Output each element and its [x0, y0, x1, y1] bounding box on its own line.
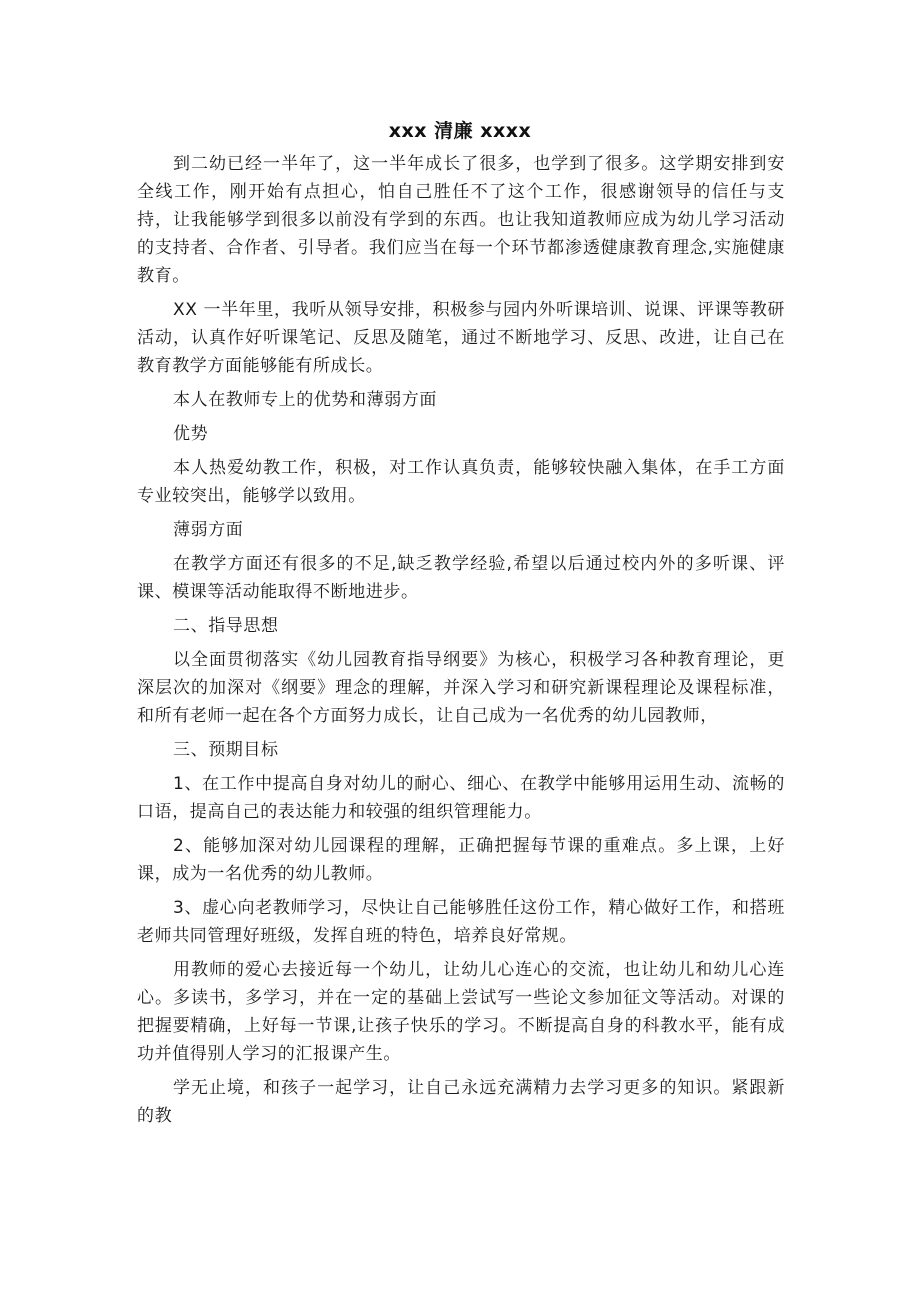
paragraph-guiding-ideology: 以全面贯彻落实《幼儿园教育指导纲要》为核心，积极学习各种教育理论，更深层次的加深对《纲要》理念的理解，并深入学习和研究新课程理论及课程标准，和所有老师一起在各个方面努力成长，让自己成为一名优秀的幼儿园教师，: [137, 650, 785, 726]
paragraph-learning: 学无止境，和孩子一起学习，让自己永远充满精力去学习更多的知识。紧跟新的教: [137, 1078, 785, 1126]
paragraph-activities: XX 一半年里，我听从领导安排，积极参与园内外听课培训、说课、评课等教研活动，认真作好听课笔记、反思及随笔，通过不断地学习、反思、改进，让自己在教育教学方面能够能有所成长。: [137, 300, 785, 376]
paragraph-weaknesses: 在教学方面还有很多的不足,缺乏教学经验,希望以后通过校内外的多听课、评课、模课等活动能取得不断地进步。: [137, 554, 785, 602]
heading-strengths: 优势: [173, 424, 209, 444]
paragraph-goal-2: 2、能够加深对幼儿园课程的理解，正确把握每节课的重难点。多上课，上好课，成为一名优秀的幼儿教师。: [137, 836, 785, 884]
document-body: [137, 150, 785, 1136]
heading-expected-goals: 三、预期目标: [173, 740, 279, 760]
heading-guiding-ideology: 二、指导思想: [173, 616, 279, 636]
paragraph-love: 用教师的爱心去接近每一个幼儿，让幼儿心连心的交流，也让幼儿和幼儿心连心。多读书，多学习，并在一定的基础上尝试写一些论文参加征文等活动。对课的把握要精确，上好每一节课,让孩子快乐的学习。不断提高自身的科教水平，能有成功并值得别人学习的汇报课产生。: [137, 960, 785, 1064]
paragraph-intro: 到二幼已经一半年了，这一半年成长了很多，也学到了很多。这学期安排到安全线工作，刚开始有点担心，怕自己胜任不了这个工作，很感谢领导的信任与支持，让我能够学到很多以前没有学到的东西。也让我知道教师应成为幼儿学习活动的支持者、合作者、引导者。我们应当在每一个环节都渗透健康教育理念,实施健康教育。: [137, 154, 785, 286]
paragraph-goal-1: 1、在工作中提高自身对幼儿的耐心、细心、在教学中能够用运用生动、流畅的口语，提高自己的表达能力和较强的组织管理能力。: [137, 774, 785, 822]
paragraph-goal-3: 3、虚心向老教师学习，尽快让自己能够胜任这份工作，精心做好工作，和搭班老师共同管理好班级，发挥自班的特色，培养良好常规。: [137, 898, 785, 946]
heading-weaknesses: 薄弱方面: [173, 520, 244, 540]
paragraph-strengths: 本人热爱幼教工作，积极，对工作认真负责，能够较快融入集体，在手工方面专业较突出，能够学以致用。: [137, 458, 785, 506]
document-title: xxx 清廉 xxxx: [388, 120, 532, 142]
heading-strengths-weaknesses: 本人在教师专上的优势和薄弱方面: [173, 390, 437, 410]
